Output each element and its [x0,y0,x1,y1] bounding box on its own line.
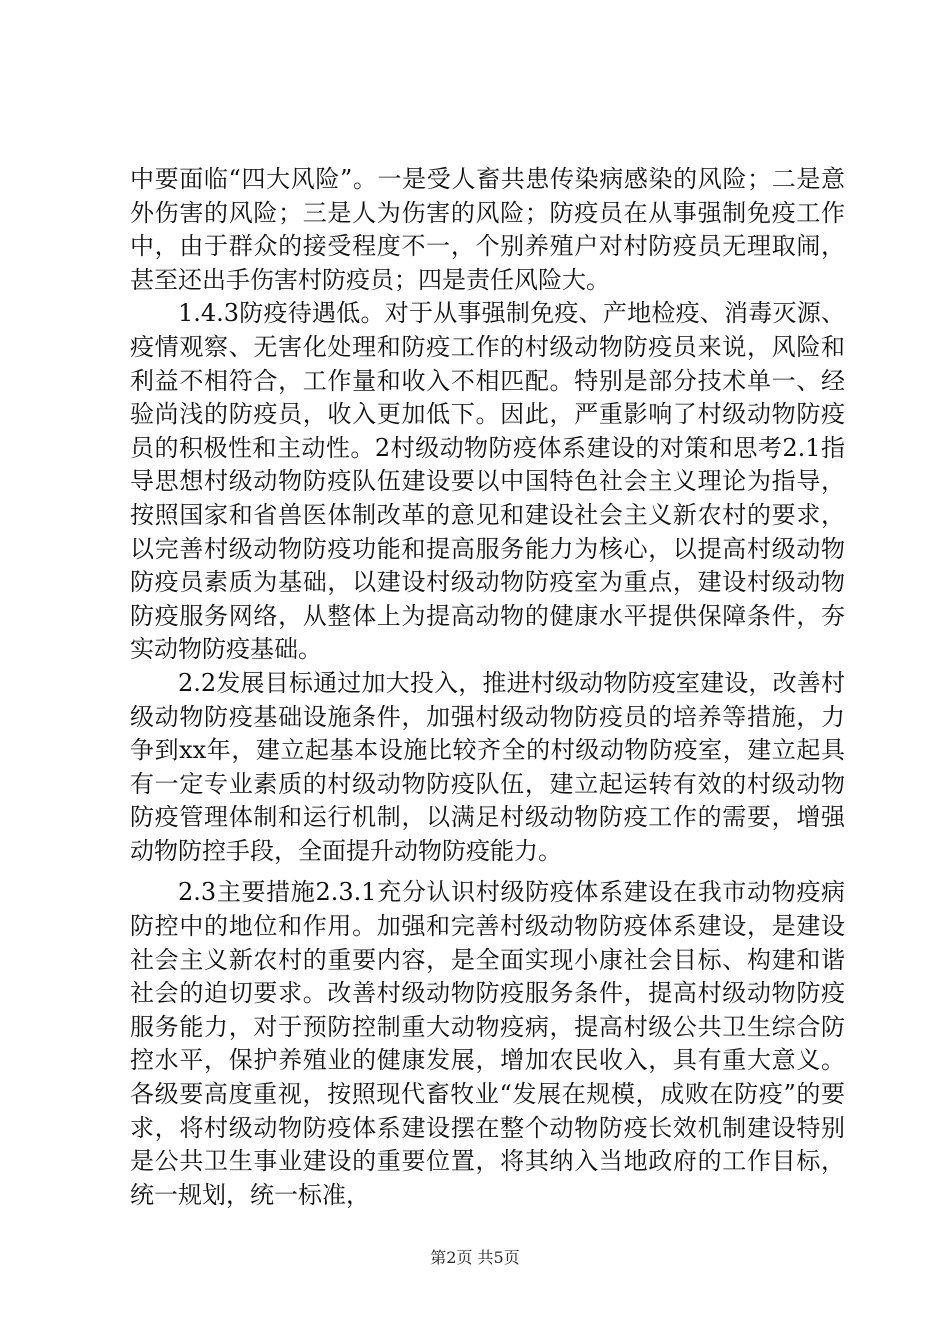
page-number-footer: 第2页 共5页 [430,1248,520,1267]
document-body [130,163,845,1212]
paragraph-1: 中要面临“四大风险”。一是受人畜共患传染病感染的风险；二是意外伤害的风险；三是人为伤害的风险；防疫员在从事强制免疫工作中，由于群众的接受程度不一，个别养殖户对村防疫员无理取闹，甚至还出手伤害村防疫员；四是责任风险大。 [130,165,845,294]
paragraph-3: 2.2发展目标通过加大投入，推进村级动物防疫室建设，改善村级动物防疫基础设施条件，加强村级动物防疫员的培养等措施，力争到xx年，建立起基本设施比较齐全的村级动物防疫室，建立起具有一定专业素质的村级动物防疫队伍，建立起运转有效的村级动物防疫管理体制和运行机制，以满足村级动物防疫工作的需要，增强动物防控手段，全面提升动物防疫能力。 [130,668,845,865]
paragraph-4: 2.3主要措施2.3.1充分认识村级防疫体系建设在我市动物疫病防控中的地位和作用。加强和完善村级动物防疫体系建设，是建设社会主义新农村的重要内容，是全面实现小康社会目标、构建和谐社会的迫切要求。改善村级动物防疫服务条件，提高村级动物防疫服务能力，对于预防控制重大动物疫病，提高村级公共卫生综合防控水平，保护养殖业的健康发展，增加农民收入，具有重大意义。各级要高度重视，按照现代畜牧业“发展在规模，成败在防疫”的要求，将村级动物防疫体系建设摆在整个动物防疫长效机制建设特别是公共卫生事业建设的重要位置，将其纳入当地政府的工作目标，统一规划，统一标准， [130,878,845,1209]
paragraph-2: 1.4.3防疫待遇低。对于从事强制免疫、产地检疫、消毒灭源、疫情观察、无害化处理和防疫工作的村级动物防疫员来说，风险和利益不相符合，工作量和收入不相匹配。特别是部分技术单一、经验尚浅的防疫员，收入更加低下。因此，严重影响了村级动物防疫员的积极性和主动性。2村级动物防疫体系建设的对策和思考2.1指导思想村级动物防疫队伍建设要以中国特色社会主义理论为指导，按照国家和省兽医体制改革的意见和建设社会主义新农村的要求，以完善村级动物防疫功能和提高服务能力为核心，以提高村级动物防疫员素质为基础，以建设村级动物防疫室为重点，建设村级动物防疫服务网络，从整体上为提高动物的健康水平提供保障条件，夯实动物防疫基础。 [130,299,845,664]
